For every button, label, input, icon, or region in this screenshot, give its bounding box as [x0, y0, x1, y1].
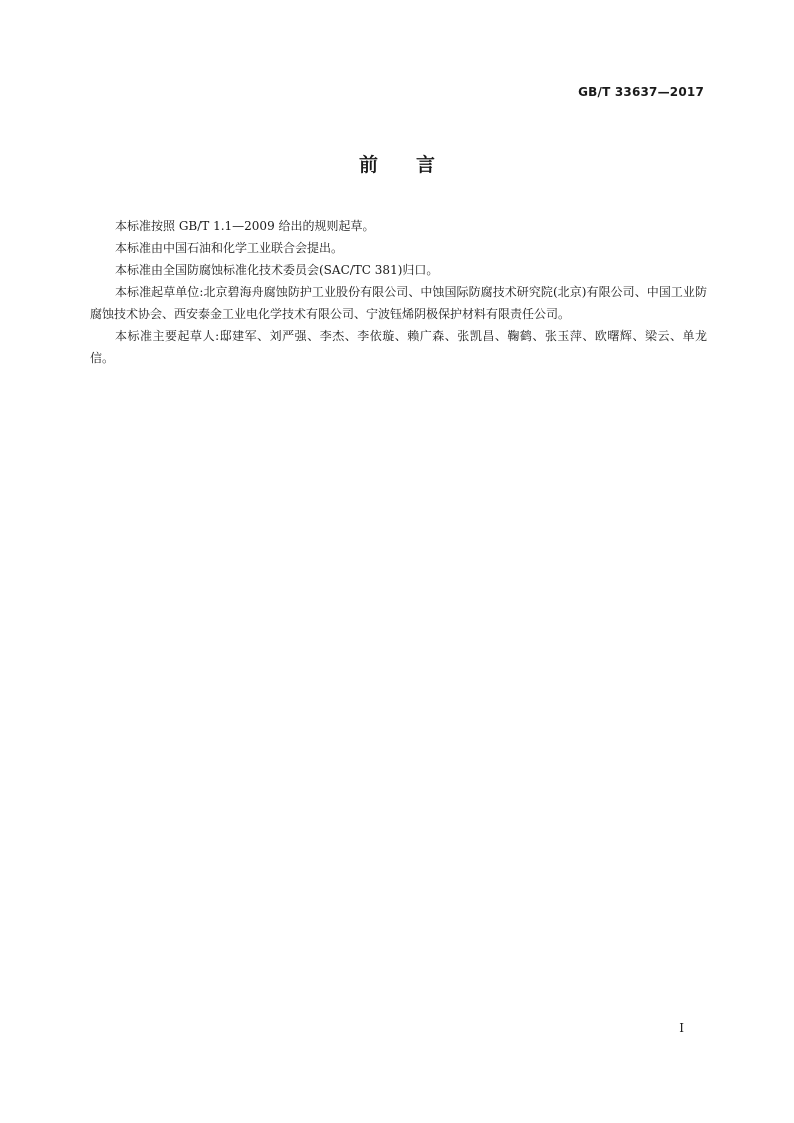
- paragraph-committee: 本标准由全国防腐蚀标准化技术委员会(SAC/TC 381)归口。: [115, 263, 439, 277]
- standard-code: GB/T 33637—2017: [578, 85, 704, 99]
- page-number: I: [679, 1021, 684, 1035]
- foreword-body: [90, 215, 707, 369]
- paragraph-drafting-rules: 本标准按照 GB/T 1.1—2009 给出的规则起草。: [115, 219, 375, 233]
- paragraph-proposer: 本标准由中国石油和化学工业联合会提出。: [115, 241, 344, 255]
- paragraph-drafting-units: 本标准起草单位:北京碧海舟腐蚀防护工业股份有限公司、中蚀国际防腐技术研究院(北京)有限公司、中国工业防腐蚀技术协会、西安泰金工业电化学技术有限公司、宁波钰烯阴极保护材料有限责任公司。: [90, 285, 707, 321]
- paragraph-drafters: 本标准主要起草人:邸建军、刘严强、李杰、李依璇、赖广森、张凯昌、鞠鹤、张玉萍、欧曙辉、梁云、单龙信。: [90, 329, 707, 365]
- page-title: 前言: [358, 154, 473, 176]
